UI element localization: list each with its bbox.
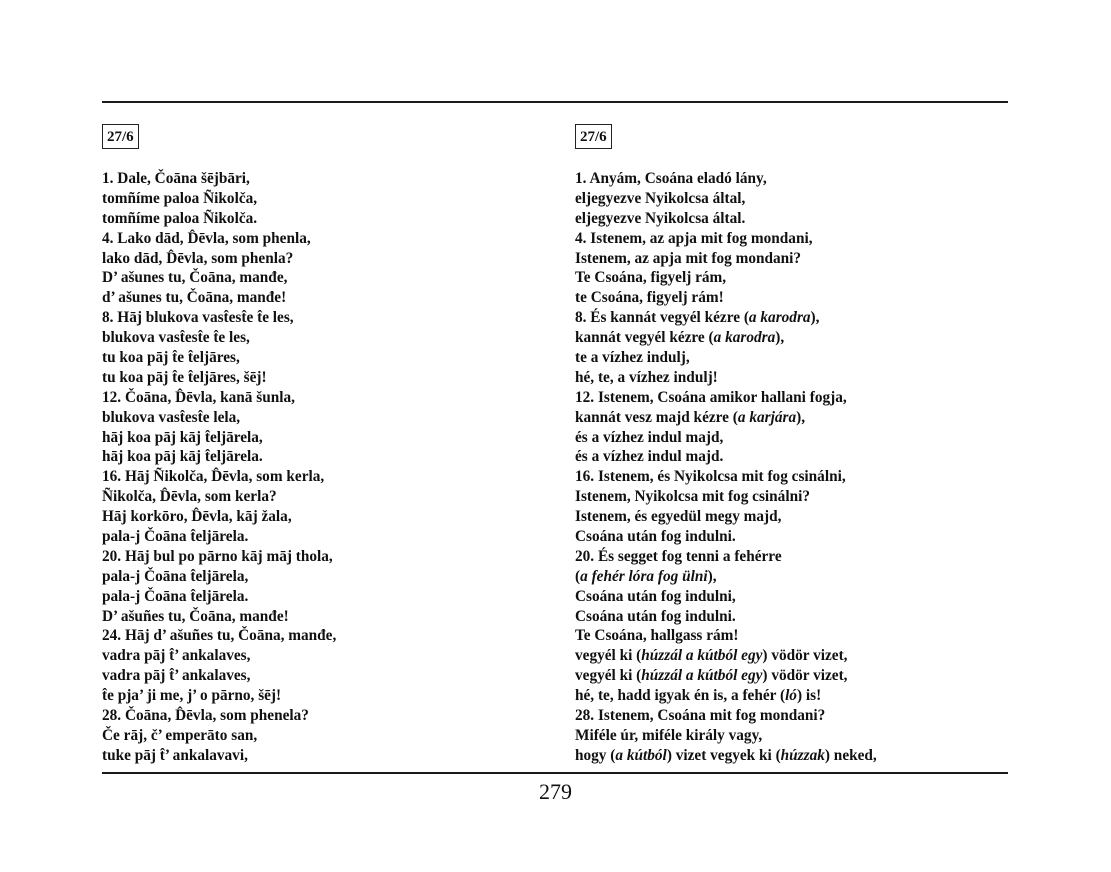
verse-line: tomñíme paloa Ñikolča, (102, 189, 258, 207)
verse-text: Istenem, az apja mit fog mondani? (575, 249, 802, 267)
verse-text: 4. Istenem, az apja mit fog mondani, (575, 229, 813, 247)
verse-text: kannát vesz majd kézre ( (575, 408, 738, 426)
verse-text: vegyél ki ( (575, 667, 642, 685)
verse-text: ) vödör vizet, (762, 647, 848, 665)
verse-text: vegyél ki ( (575, 647, 642, 665)
verse-line (575, 229, 1015, 249)
italic-gloss: a kútból (615, 746, 667, 764)
verse-line (575, 547, 1015, 567)
verse-line (575, 626, 1015, 646)
verse-line: 4. Lako dād, D̂ēvla, som phenla, (102, 229, 311, 247)
verse-text: Miféle úr, miféle király vagy, (575, 726, 763, 744)
verse-text: ) vödör vizet, (762, 667, 848, 685)
verse-line: tu koa pāj t̂e t̂eljāres, šēj! (102, 368, 267, 386)
verse-text: hogy ( (575, 746, 616, 764)
verse-line: Če rāj, č’ emperāto san, (102, 726, 258, 744)
page-number: 279 (539, 779, 572, 804)
verse-line: 28. Čoāna, D̂ēvla, som phenela? (102, 707, 309, 725)
italic-gloss: húzzál a kútból egy (641, 667, 763, 685)
verse-text: Istenem, és egyedül megy majd, (575, 508, 782, 526)
verse-text: ), (707, 567, 717, 585)
verse-text: 20. És segget fog tenni a fehérre (575, 547, 782, 565)
verse-text: ), (796, 408, 806, 426)
verse-line: tuke pāj t̂’ ankalavavi, (102, 746, 248, 764)
verse-text: Csoána után fog indulni. (575, 528, 736, 546)
verse-line: blukova vast̂est̂e lela, (102, 408, 241, 426)
verse-line: Ñikolča, D̂ēvla, som kerla? (102, 488, 277, 506)
verse-line (575, 428, 1015, 448)
italic-gloss: ló (785, 687, 797, 705)
verse-line: pala-j Čoāna t̂eljārela. (102, 528, 249, 546)
verse-text: 16. Istenem, és Nyikolcsa mit fog csinálni, (575, 468, 846, 486)
verse-text: Csoána után fog indulni, (575, 587, 736, 605)
verse-text: ), (775, 329, 785, 347)
verse-text: 12. Istenem, Csoána amikor hallani fogja, (575, 388, 847, 406)
verse-text: kannát vegyél kézre ( (575, 329, 714, 347)
verse-line: D’ ašuñes tu, Čoāna, manđe! (102, 607, 289, 625)
verse-line (575, 587, 1015, 607)
verse-line (575, 288, 1015, 308)
verse-line (575, 447, 1015, 467)
verse-line (575, 368, 1015, 388)
verse-text: eljegyezve Nyikolcsa által. (575, 209, 746, 227)
verse-line: 16. Hāj Ñikolča, D̂ēvla, som kerla, (102, 468, 325, 486)
verse-text: ( (575, 567, 581, 585)
verse-text: te Csoána, figyelj rám! (575, 289, 724, 307)
verse-line (575, 408, 1015, 428)
verse-line (575, 706, 1015, 726)
verse-text: 28. Istenem, Csoána mit fog mondani? (575, 707, 826, 725)
verse-line: D’ ašunes tu, Čoāna, manđe, (102, 269, 288, 287)
verse-text: hé, te, hadd igyak én is, a fehér ( (575, 687, 786, 705)
verse-line (575, 348, 1015, 368)
verse-line (575, 607, 1015, 627)
verse-text: 8. És kannát vegyél kézre ( (575, 309, 749, 327)
verse-text: eljegyezve Nyikolcsa által, (575, 189, 746, 207)
verse-text: 1. Anyám, Csoána eladó lány, (575, 170, 767, 187)
verse-line: 20. Hāj bul po pārno kāj māj thola, (102, 547, 333, 565)
verse-line: 24. Hāj d’ ašuñes tu, Čoāna, manđe, (102, 627, 337, 645)
verse-line: pala-j Čoāna t̂eljārela. (102, 587, 249, 605)
verse-text: ) is! (796, 687, 822, 705)
verse-line: tomñíme paloa Ñikolča. (102, 209, 258, 227)
italic-gloss: húzzak (780, 746, 825, 764)
verse-line: hāj koa pāj kāj t̂eljārela. (102, 448, 263, 466)
verse-line (575, 527, 1015, 547)
verse-line (575, 507, 1015, 527)
verse-line (575, 487, 1015, 507)
verse-text: Te Csoána, hallgass rám! (575, 627, 739, 645)
verse-line: vadra pāj t̂’ ankalaves, (102, 647, 251, 665)
verse-text: Te Csoána, figyelj rám, (575, 269, 727, 287)
verse-line: lako dād, D̂ēvla, som phenla? (102, 249, 294, 267)
italic-gloss: a karjára (737, 408, 797, 426)
verse-text: és a vízhez indul majd. (575, 448, 724, 466)
verse-text: Csoána után fog indulni. (575, 607, 736, 625)
verse-line: blukova vast̂est̂e t̂e les, (102, 329, 250, 347)
verse-line (575, 388, 1015, 408)
verse-line: Hāj korkōro, D̂ēvla, kāj žala, (102, 508, 292, 526)
verse-text: hé, te, a vízhez indulj! (575, 368, 718, 386)
verse-line: hāj koa pāj kāj t̂eljārela, (102, 428, 263, 446)
verse-line (575, 567, 1015, 587)
top-rule (102, 101, 1008, 103)
verse-line (575, 308, 1015, 328)
romani-verse-lines (102, 169, 542, 766)
verse-line: tu koa pāj t̂e t̂eljāres, (102, 349, 240, 367)
verse-text: ) neked, (824, 746, 877, 764)
verse-line (575, 746, 1015, 766)
verse-line (575, 686, 1015, 706)
verse-line: 1. Dale, Čoāna šējbāri, (102, 170, 250, 187)
verse-line: pala-j Čoāna t̂eljārela, (102, 567, 249, 585)
verse-line (575, 268, 1015, 288)
verse-line: t̂e pja’ ji me, j’ o pārno, šēj! (102, 687, 282, 705)
verse-line (575, 726, 1015, 746)
verse-line: 8. Hāj blukova vast̂est̂e t̂e les, (102, 309, 294, 327)
song-number-box: 27/6 (102, 124, 139, 149)
bottom-rule (102, 772, 1008, 774)
italic-gloss: a karodra (713, 329, 776, 347)
verse-line (575, 209, 1015, 229)
left-column-romani (102, 124, 542, 766)
italic-gloss: a karodra (748, 309, 811, 327)
verse-line (575, 189, 1015, 209)
right-column-hungarian (575, 124, 1015, 766)
verse-line (575, 249, 1015, 269)
verse-text: és a vízhez indul majd, (575, 428, 724, 446)
verse-line (575, 666, 1015, 686)
verse-line (575, 169, 1015, 189)
italic-gloss: húzzál a kútból egy (641, 647, 763, 665)
verse-text: Istenem, Nyikolcsa mit fog csinálni? (575, 488, 810, 506)
italic-gloss: a fehér lóra fog ülni (580, 567, 708, 585)
verse-text: ), (810, 309, 820, 327)
hungarian-verse-lines (575, 169, 1015, 766)
verse-line: d’ ašunes tu, Čoāna, manđe! (102, 289, 287, 307)
verse-line: 12. Čoāna, D̂ēvla, kanā šunla, (102, 388, 295, 406)
verse-line (575, 328, 1015, 348)
song-number-box: 27/6 (575, 124, 612, 149)
verse-text: te a vízhez indulj, (575, 349, 690, 367)
verse-text: ) vizet vegyek ki ( (666, 746, 781, 764)
verse-line (575, 467, 1015, 487)
verse-line: vadra pāj t̂’ ankalaves, (102, 667, 251, 685)
verse-line (575, 646, 1015, 666)
